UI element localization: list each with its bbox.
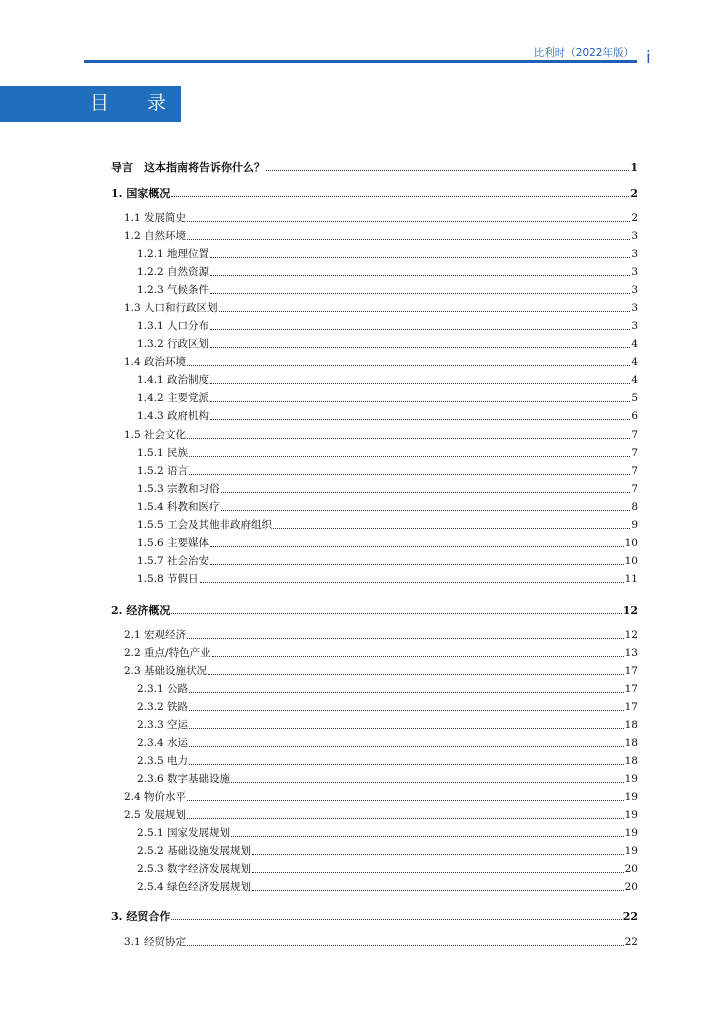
- toc-subsection-entry[interactable]: [137, 772, 638, 786]
- dot-leader: [210, 347, 630, 348]
- page-number: i: [646, 48, 651, 68]
- toc-entry-page: 10: [624, 537, 638, 549]
- toc-subsection-entry[interactable]: [137, 700, 638, 714]
- toc-subsection-entry[interactable]: [137, 572, 638, 586]
- dot-leader: [189, 692, 624, 693]
- toc-subsection-entry[interactable]: [137, 409, 638, 423]
- toc-entry-page: 2: [630, 187, 638, 200]
- toc-subsection-entry[interactable]: [137, 754, 638, 768]
- dot-leader: [210, 564, 624, 565]
- toc-section-entry[interactable]: [124, 935, 638, 949]
- toc-entry-title: 2.3.6 数字基础设施: [137, 773, 231, 785]
- toc-subsection-entry[interactable]: [137, 319, 638, 333]
- dot-leader: [187, 818, 624, 819]
- toc-entry-title: 2.4 物价水平: [124, 791, 187, 803]
- toc-entry-page: 12: [624, 629, 638, 641]
- toc-subsection-entry[interactable]: [137, 736, 638, 750]
- dot-leader: [189, 710, 624, 711]
- toc-entry-page: 7: [631, 483, 638, 495]
- toc-subsection-entry[interactable]: [137, 518, 638, 532]
- dot-leader: [273, 528, 630, 529]
- dot-leader: [200, 582, 624, 583]
- toc-entry-page: 3: [631, 320, 638, 332]
- toc-entry-page: 19: [624, 791, 638, 803]
- toc-entry-title: 2.5.1 国家发展规划: [137, 827, 231, 839]
- toc-subsection-entry[interactable]: [137, 844, 638, 858]
- toc-entry-page: 19: [624, 773, 638, 785]
- toc-chapter-entry[interactable]: [111, 603, 638, 617]
- dot-leader: [187, 800, 624, 801]
- toc-subsection-entry[interactable]: [137, 718, 638, 732]
- dot-leader: [189, 474, 630, 475]
- toc-entry-page: 22: [624, 936, 638, 948]
- toc-section-entry[interactable]: [124, 646, 638, 660]
- toc-subsection-entry[interactable]: [137, 536, 638, 550]
- toc-entry-title: 1.3 人口和行政区划: [124, 302, 218, 314]
- toc-entry-page: 2: [631, 212, 638, 224]
- toc-entry-title: 1.5.8 节假日: [137, 573, 199, 585]
- toc-entry-title: 1.2.1 地理位置: [137, 248, 210, 260]
- toc-entry-title: 1.5.5 工会及其他非政府组织: [137, 519, 273, 531]
- dot-leader: [187, 365, 630, 366]
- toc-entry-title: 2.2 重点/特色产业: [124, 647, 211, 659]
- dot-leader: [187, 239, 630, 240]
- toc-subsection-entry[interactable]: [137, 283, 638, 297]
- toc-entry-page: 4: [631, 374, 638, 386]
- toc-entry-title: 1.3.1 人口分布: [137, 320, 210, 332]
- dot-leader: [252, 890, 624, 891]
- toc-subsection-entry[interactable]: [137, 554, 638, 568]
- toc-entry-title: 2.5.2 基础设施发展规划: [137, 845, 252, 857]
- toc-entry-page: 3: [631, 230, 638, 242]
- toc-subsection-entry[interactable]: [137, 373, 638, 387]
- dot-leader: [171, 919, 621, 920]
- toc-section-entry[interactable]: [124, 229, 638, 243]
- toc-section-entry[interactable]: [124, 808, 638, 822]
- toc-title: 目 录: [90, 92, 183, 114]
- toc-entry-page: 6: [631, 410, 638, 422]
- dot-leader: [187, 638, 624, 639]
- toc-entry-title: 1.3.2 行政区划: [137, 338, 210, 350]
- toc-entry-title: 1.4.3 政府机构: [137, 410, 210, 422]
- toc-entry-title: 导言 这本指南将告诉你什么？: [111, 161, 265, 174]
- toc-entry-title: 1.2.2 自然资源: [137, 266, 210, 278]
- toc-entry-title: 2.3.5 电力: [137, 755, 189, 767]
- dot-leader: [210, 257, 630, 258]
- dot-leader: [187, 945, 624, 946]
- toc-entry-title: 2.5.4 绿色经济发展规划: [137, 881, 252, 893]
- dot-leader: [189, 456, 630, 457]
- toc-entry-title: 1.5.6 主要媒体: [137, 537, 210, 549]
- toc-section-entry[interactable]: [124, 301, 638, 315]
- toc-entry-page: 20: [624, 863, 638, 875]
- dot-leader: [189, 764, 624, 765]
- toc-entry-title: 1.5.1 民族: [137, 447, 189, 459]
- toc-entry-title: 2.3.2 铁路: [137, 701, 189, 713]
- dot-leader: [252, 854, 624, 855]
- toc-entry-title: 1.5.4 科教和医疗: [137, 501, 220, 513]
- toc-entry-page: 1: [630, 161, 638, 174]
- dot-leader: [210, 383, 630, 384]
- running-header-title: 比利时（2022年版）: [533, 47, 634, 59]
- toc-section-entry[interactable]: [124, 355, 638, 369]
- dot-leader: [210, 275, 630, 276]
- toc-chapter-entry[interactable]: [111, 909, 638, 923]
- toc-subsection-entry[interactable]: [137, 826, 638, 840]
- toc-entry-title: 1.2.3 气候条件: [137, 284, 210, 296]
- toc-entry-title: 2.5.3 数字经济发展规划: [137, 863, 252, 875]
- dot-leader: [221, 492, 631, 493]
- toc-subsection-entry[interactable]: [137, 682, 638, 696]
- toc-entry-title: 2.1 宏观经济: [124, 629, 187, 641]
- toc-entry-title: 1.4.2 主要党派: [137, 392, 210, 404]
- toc-entry-page: 17: [624, 665, 638, 677]
- toc-entry-page: 17: [624, 701, 638, 713]
- toc-entry-page: 4: [631, 338, 638, 350]
- toc-entry-page: 13: [624, 647, 638, 659]
- dot-leader: [210, 546, 624, 547]
- toc-subsection-entry[interactable]: [137, 247, 638, 261]
- toc-entry-title: 1.5.3 宗教和习俗: [137, 483, 220, 495]
- toc-entry-page: 5: [631, 392, 638, 404]
- toc-entry-title: 1.1 发展简史: [124, 212, 187, 224]
- dot-leader: [187, 438, 630, 439]
- dot-leader: [212, 656, 624, 657]
- dot-leader: [266, 170, 629, 171]
- toc-section-entry[interactable]: [124, 628, 638, 642]
- dot-leader: [171, 613, 621, 614]
- toc-section-entry[interactable]: [124, 664, 638, 678]
- dot-leader: [231, 836, 624, 837]
- toc-entry-title: 1.4.1 政治制度: [137, 374, 210, 386]
- dot-leader: [219, 311, 631, 312]
- toc-entry-title: 1.5.2 语言: [137, 465, 189, 477]
- toc-chapter-entry[interactable]: [111, 160, 638, 174]
- toc-entry-title: 1.5.7 社会治安: [137, 555, 210, 567]
- toc-entry-page: 7: [631, 465, 638, 477]
- dot-leader: [208, 674, 624, 675]
- dot-leader: [171, 196, 629, 197]
- toc-entry-page: 4: [631, 356, 638, 368]
- toc-entry-page: 19: [624, 809, 638, 821]
- toc-entry-title: 1.4 政治环境: [124, 356, 187, 368]
- toc-subsection-entry[interactable]: [137, 482, 638, 496]
- toc-entry-title: 1.2 自然环境: [124, 230, 187, 242]
- toc-subsection-entry[interactable]: [137, 391, 638, 405]
- dot-leader: [210, 293, 630, 294]
- toc-entry-page: 3: [631, 248, 638, 260]
- dot-leader: [189, 746, 624, 747]
- toc-entry-title: 3. 经贸合作: [111, 910, 171, 923]
- toc-entry-page: 12: [622, 604, 638, 617]
- dot-leader: [187, 221, 630, 222]
- toc-entry-title: 2.3.1 公路: [137, 683, 189, 695]
- toc-subsection-entry[interactable]: [137, 337, 638, 351]
- dot-leader: [252, 872, 624, 873]
- toc-chapter-entry[interactable]: [111, 186, 638, 200]
- toc-entry-title: 1.5 社会文化: [124, 429, 187, 441]
- toc-entry-page: 20: [624, 881, 638, 893]
- toc-entry-title: 2. 经济概况: [111, 604, 171, 617]
- dot-leader: [210, 419, 630, 420]
- dot-leader: [210, 401, 630, 402]
- toc-subsection-entry[interactable]: [137, 265, 638, 279]
- toc-entry-page: 9: [631, 519, 638, 531]
- toc-entry-page: 19: [624, 845, 638, 857]
- toc-section-entry[interactable]: [124, 211, 638, 225]
- toc-subsection-entry[interactable]: [137, 862, 638, 876]
- toc-entry-title: 2.3.3 空运: [137, 719, 189, 731]
- toc-subsection-entry[interactable]: [137, 464, 638, 478]
- toc-entry-page: 3: [631, 266, 638, 278]
- toc-entry-page: 22: [622, 910, 638, 923]
- toc-entry-page: 18: [624, 719, 638, 731]
- toc-section-entry[interactable]: [124, 790, 638, 804]
- toc-entry-page: 8: [631, 501, 638, 513]
- toc-entry-page: 18: [624, 737, 638, 749]
- toc-entry-page: 17: [624, 683, 638, 695]
- toc-entry-page: 7: [631, 429, 638, 441]
- toc-entry-page: 7: [631, 447, 638, 459]
- toc-entry-title: 3.1 经贸协定: [124, 936, 187, 948]
- dot-leader: [210, 329, 630, 330]
- toc-entry-page: 11: [624, 573, 638, 585]
- toc-entry-page: 3: [631, 302, 638, 314]
- toc-entry-page: 10: [624, 555, 638, 567]
- dot-leader: [231, 782, 624, 783]
- toc-entry-page: 3: [631, 284, 638, 296]
- toc-subsection-entry[interactable]: [137, 880, 638, 894]
- toc-entry-page: 18: [624, 755, 638, 767]
- toc-subsection-entry[interactable]: [137, 446, 638, 460]
- toc-entry-title: 1. 国家概况: [111, 187, 171, 200]
- toc-section-entry[interactable]: [124, 428, 638, 442]
- toc-entry-title: 2.3.4 水运: [137, 737, 189, 749]
- dot-leader: [189, 728, 624, 729]
- toc-subsection-entry[interactable]: [137, 500, 638, 514]
- dot-leader: [221, 510, 631, 511]
- toc-entry-page: 19: [624, 827, 638, 839]
- toc-entry-title: 2.5 发展规划: [124, 809, 187, 821]
- toc-entry-title: 2.3 基础设施状况: [124, 665, 208, 677]
